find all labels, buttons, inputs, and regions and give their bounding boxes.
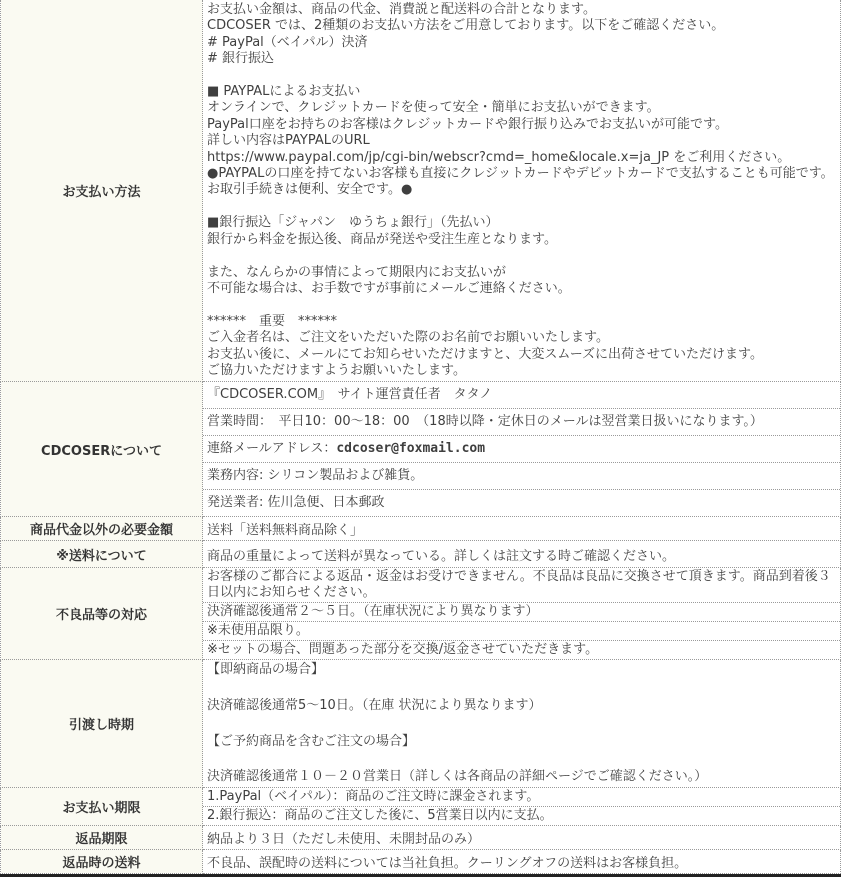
about-shipper: 発送業者: 佐川急便、日本郵政 [207, 495, 385, 511]
row-label-payment-deadline: お支払い期限 [1, 787, 203, 825]
text-line: 1.PayPal（ベイパル）：商品のご注文時に課金されます。 [203, 788, 840, 807]
about-business-content: 業務内容: シリコン製品および雑貨。 [203, 463, 840, 490]
text-line: ■銀行振込「ジャパン ゆうちょ銀行」（先払い） [207, 215, 499, 231]
text-line [207, 715, 836, 733]
row-defective-policy [1, 568, 841, 660]
about-contact-row [203, 436, 840, 463]
text-line: ご入金者名は、ご注文をいただいた際のお名前でお願いいたします。 [207, 330, 609, 346]
row-label-shipping-note: ※送料について [1, 541, 203, 568]
row-content-defective-policy [203, 568, 841, 660]
row-payment-deadline [1, 787, 841, 825]
text-line: ■ PAYPALによるお支払い [207, 84, 361, 100]
text-line [207, 68, 836, 84]
text-line: 【即納商品の場合】 [207, 662, 325, 678]
text-line: ご協力いただけますようお願いいたします。 [207, 362, 466, 378]
text-line: PayPal口座をお持ちのお客様はクレジットカードや銀行振り込みでお支払いが可能です。 [207, 116, 728, 132]
row-label-defective-policy: 不良品等の対応 [1, 568, 203, 660]
text-line: ●PAYPALの口座を持てないお客様も直接にクレジットカードやデビットカードで支払することも可能です。 [207, 166, 834, 182]
text-line: 決済確認後通常２～５日。（在庫状況により異なります） [203, 603, 840, 622]
row-delivery-time [1, 660, 841, 788]
text-line: お支払い金額は、商品の代金、消費説と配送料の合計となります。 [207, 2, 596, 17]
text-line: ※セットの場合、問題あった部分を交換/返金させていただきます。 [207, 642, 599, 658]
text-line: お客様のご都合による返品・返金はお受けできません。不良品は良品に交換させて頂きます。商品到着後３日以内にお知らせください。 [203, 568, 840, 603]
payment-method-text [203, 0, 840, 381]
row-shipping-note [1, 541, 841, 568]
contact-label: 連絡メールアドレス： [207, 441, 337, 457]
text-line: # PayPal（ベイパル）決済 [207, 34, 368, 50]
row-label-about-cdcoser: CDCOSERについて [1, 382, 203, 517]
text-line [207, 679, 836, 697]
about-site-operator: 『CDCOSER.COM』 サイト運営責任者 タタノ [203, 382, 840, 409]
text-line: # 銀行振込 [207, 51, 275, 67]
delivery-time-text [203, 660, 840, 787]
text-line: ※未使用品限り。 [203, 622, 840, 641]
row-return-deadline [1, 825, 841, 849]
text-line: 2.銀行振込：商品のご注文した後に、5営業日以内に支払。 [207, 807, 553, 823]
row-label-payment-method: お支払い方法 [1, 0, 203, 382]
text-line [207, 297, 836, 313]
row-extra-fee [1, 517, 841, 541]
row-label-delivery-time: 引渡し時期 [1, 660, 203, 788]
text-line: 【ご予約商品を含むご注文の場合】 [207, 733, 416, 749]
about-business-hours: 営業時間： 平日10：00～18：00 （18時以降・定休日のメールは翌営業日扱いになります。） [203, 409, 840, 436]
text-line: 決済確認後通常5～10日。（在庫 状況により異なります） [207, 697, 542, 713]
row-content-shipping-note: 商品の重量によって送料が異なっている。詳しくは註文する時ご確認ください。 [203, 541, 841, 568]
text-line: https://www.paypal.com/jp/cgi-bin/webscr?cmd=_home&locale.x=ja_JP をご利用ください。 [207, 149, 791, 165]
row-content-about-cdcoser [203, 382, 841, 517]
text-line: 不可能な場合は、お手数ですが事前にメールご連絡ください。 [207, 280, 571, 296]
row-content-payment-method [203, 0, 841, 382]
text-line: お支払い後に、メールにてお知らせいただけますと、大変スムーズに出荷させていただけます。 [207, 346, 764, 362]
bottom-bar [0, 874, 841, 877]
row-payment-method [1, 0, 841, 382]
text-line: お取引手続きは便利、安全です。● [207, 182, 413, 198]
text-line [207, 248, 836, 264]
row-content-return-deadline: 納品より３日（ただし未使用、未開封品のみ） [203, 825, 841, 849]
row-about-cdcoser [1, 382, 841, 517]
text-line: ****** 重要 ****** [207, 313, 338, 329]
contact-email: cdcoser@foxmail.com [336, 441, 486, 457]
text-line: 銀行から料金を振込後、商品が発送や受注生産となります。 [207, 231, 557, 247]
text-line: 決済確認後通常１０－２０営業日（詳しくは各商品の詳細ページでご確認ください。） [207, 769, 708, 785]
text-line: CDCOSER では、2種類のお支払い方法をご用意しております。以下をご確認ください。 [207, 18, 725, 34]
text-line [207, 199, 836, 215]
row-content-return-shipping: 不良品、誤配時の送料については当社負担。クーリングオフの送料はお客様負担。 [203, 849, 841, 873]
text-line: 詳しい内容はPAYPALのURL [207, 133, 370, 149]
text-line: また、なんらかの事情によって期限内にお支払いが [207, 264, 507, 280]
row-label-return-shipping: 返品時の送料 [1, 849, 203, 873]
row-label-return-deadline: 返品期限 [1, 825, 203, 849]
text-line [207, 750, 836, 768]
row-content-delivery-time [203, 660, 841, 788]
row-content-extra-fee: 送料「送料無料商品除く」 [203, 517, 841, 541]
text-line: オンラインで、クレジットカードを使って安全・簡単にお支払いができます。 [207, 100, 660, 116]
row-label-extra-fee: 商品代金以外の必要金額 [1, 517, 203, 541]
row-return-shipping [1, 849, 841, 873]
row-content-payment-deadline [203, 787, 841, 825]
